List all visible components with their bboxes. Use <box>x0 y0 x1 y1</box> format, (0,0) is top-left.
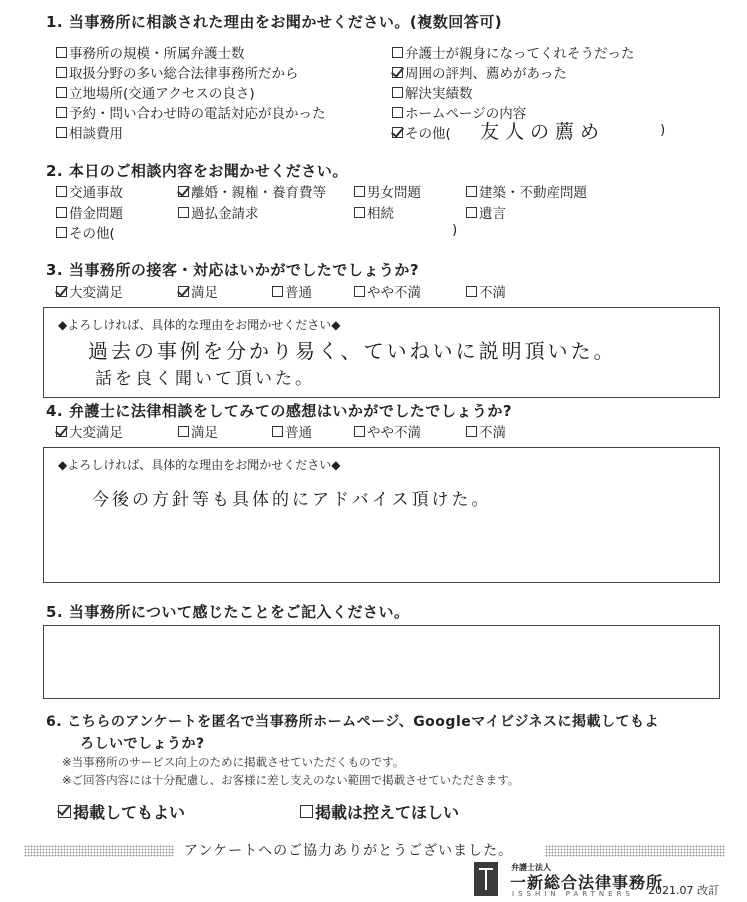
checkbox-icon[interactable] <box>354 207 365 218</box>
option-label: 過払金請求 <box>191 206 259 222</box>
q3-option-dissatisfied[interactable] <box>466 281 506 301</box>
option-label: 周囲の評判、薦めがあった <box>405 66 567 82</box>
q2-option-relationship[interactable] <box>354 181 421 201</box>
option-label: 不満 <box>479 425 506 441</box>
q2-option-inheritance[interactable] <box>354 202 394 222</box>
checkbox-icon[interactable] <box>56 227 67 238</box>
footer-right-divider <box>545 845 725 857</box>
checkbox-icon[interactable] <box>392 47 403 58</box>
option-label: 満足 <box>191 285 218 301</box>
q3-option-somewhat-dissatisfied[interactable] <box>354 281 421 301</box>
q2-option-traffic[interactable] <box>56 181 123 201</box>
option-label: 解決実績数 <box>405 86 473 102</box>
checkbox-icon[interactable] <box>466 207 477 218</box>
q4-comment-box[interactable] <box>43 447 720 583</box>
firm-logo-icon <box>474 862 498 896</box>
revision-date: 2021.07 改訂 <box>648 884 719 897</box>
option-label: 大変満足 <box>69 425 123 441</box>
option-label: 予約・問い合わせ時の電話対応が良かった <box>69 106 326 122</box>
footer-thanks: アンケートへのご協力ありがとうございました。 <box>184 843 514 859</box>
checkbox-checked-icon[interactable] <box>178 286 189 297</box>
q6-title-line2: ろしいでしょうか? <box>80 736 205 752</box>
checkbox-checked-icon[interactable] <box>56 426 67 437</box>
q4-option-dissatisfied[interactable] <box>466 421 506 441</box>
footer-left-divider <box>24 845 174 857</box>
option-label: やや不満 <box>367 285 421 301</box>
option-label: 不満 <box>479 285 506 301</box>
option-label: 普通 <box>285 425 312 441</box>
option-label: 掲載してもよい <box>73 803 186 822</box>
q3-option-normal[interactable] <box>272 281 312 301</box>
option-label: 弁護士が親身になってくれそうだった <box>405 46 635 62</box>
firm-name: 一新総合法律事務所 <box>510 873 664 892</box>
q1-option-cost[interactable] <box>56 122 123 142</box>
option-label: ホームページの内容 <box>405 106 527 122</box>
checkbox-icon[interactable] <box>354 186 365 197</box>
q2-option-divorce[interactable] <box>178 181 326 201</box>
q3-handwritten-line1: 過去の事例を分かり易く、ていねいに説明頂いた。 <box>88 339 617 363</box>
checkbox-checked-icon[interactable] <box>392 127 403 138</box>
q3-comment-label: ◆よろしければ、具体的な理由をお聞かせください◆ <box>58 318 341 332</box>
q4-option-somewhat-dissatisfied[interactable] <box>354 421 421 441</box>
checkbox-icon[interactable] <box>56 186 67 197</box>
q1-option-reputation[interactable] <box>392 62 567 82</box>
option-label: その他( <box>405 126 451 142</box>
checkbox-icon[interactable] <box>392 107 403 118</box>
checkbox-checked-icon[interactable] <box>58 805 71 818</box>
firm-corp-type: 弁護士法人 <box>511 863 551 872</box>
q3-title: 3. 当事務所の接客・対応はいかがでしたでしょうか? <box>46 261 420 279</box>
option-label: 相続 <box>367 206 394 222</box>
option-label: 事務所の規模・所属弁護士数 <box>69 46 245 62</box>
firm-name-english: ISSHIN PARTNERS <box>512 890 634 898</box>
checkbox-checked-icon[interactable] <box>56 286 67 297</box>
checkbox-icon[interactable] <box>56 47 67 58</box>
option-label: 遺言 <box>479 206 506 222</box>
option-label: 立地場所(交通アクセスの良さ) <box>69 86 255 102</box>
option-label: その他( <box>69 226 115 242</box>
checkbox-icon[interactable] <box>466 426 477 437</box>
q1-other-handwritten[interactable]: 友人の薦め <box>480 121 606 143</box>
checkbox-checked-icon[interactable] <box>178 186 189 197</box>
q4-comment-label: ◆よろしければ、具体的な理由をお聞かせください◆ <box>58 458 341 472</box>
q3-option-satisfied[interactable] <box>178 281 218 301</box>
q3-option-very-satisfied[interactable] <box>56 281 123 301</box>
q2-option-overpayment[interactable] <box>178 202 259 222</box>
checkbox-icon[interactable] <box>56 127 67 138</box>
q2-option-debt[interactable] <box>56 202 123 222</box>
q4-option-very-satisfied[interactable] <box>56 421 123 441</box>
checkbox-icon[interactable] <box>466 186 477 197</box>
q1-option-lawyer[interactable] <box>392 42 635 62</box>
checkbox-icon[interactable] <box>272 426 283 437</box>
checkbox-checked-icon[interactable] <box>392 67 403 78</box>
q6-note1: ※当事務所のサービス向上のために掲載させていただくものです。 <box>62 755 405 769</box>
q1-option-results[interactable] <box>392 82 473 102</box>
option-label: 建築・不動産問題 <box>479 185 587 201</box>
q2-other-close: ) <box>452 222 458 238</box>
checkbox-icon[interactable] <box>178 426 189 437</box>
q3-handwritten-line2: 話を良く聞いて頂いた。 <box>95 369 315 389</box>
q1-option-fields[interactable] <box>56 62 299 82</box>
q2-option-will[interactable] <box>466 202 506 222</box>
option-label: 離婚・親権・養育費等 <box>191 185 326 201</box>
option-label: 借金問題 <box>69 206 123 222</box>
option-label: 大変満足 <box>69 285 123 301</box>
q2-option-other[interactable] <box>56 222 115 242</box>
q6-option-decline[interactable] <box>300 800 459 823</box>
q4-option-normal[interactable] <box>272 421 312 441</box>
checkbox-icon[interactable] <box>300 805 313 818</box>
q1-other-close: ) <box>660 122 666 138</box>
option-label: 男女問題 <box>367 185 421 201</box>
option-label: やや不満 <box>367 425 421 441</box>
option-label: 相談費用 <box>69 126 123 142</box>
q1-title: 1. 当事務所に相談された理由をお聞かせください。(複数回答可) <box>46 13 503 31</box>
q2-title: 2. 本日のご相談内容をお聞かせください。 <box>46 162 348 180</box>
q4-option-satisfied[interactable] <box>178 421 218 441</box>
checkbox-icon[interactable] <box>354 286 365 297</box>
checkbox-icon[interactable] <box>466 286 477 297</box>
checkbox-icon[interactable] <box>56 107 67 118</box>
q1-option-location[interactable] <box>56 82 255 102</box>
q4-title: 4. 弁護士に法律相談をしてみての感想はいかがでしたでしょうか? <box>46 402 513 420</box>
q5-comment-box[interactable] <box>43 625 720 699</box>
q6-note2: ※ご回答内容には十分配慮し、お客様に差し支えのない範囲で掲載させていただきます。 <box>62 773 520 787</box>
q5-title: 5. 当事務所について感じたことをご記入ください。 <box>46 603 410 621</box>
option-label: 交通事故 <box>69 185 123 201</box>
checkbox-icon[interactable] <box>178 207 189 218</box>
q1-option-phone[interactable] <box>56 102 326 122</box>
checkbox-icon[interactable] <box>56 207 67 218</box>
checkbox-icon[interactable] <box>56 67 67 78</box>
q6-option-allow[interactable] <box>58 800 185 823</box>
checkbox-icon[interactable] <box>56 87 67 98</box>
checkbox-icon[interactable] <box>354 426 365 437</box>
q1-option-other[interactable] <box>392 122 451 142</box>
checkbox-icon[interactable] <box>272 286 283 297</box>
q1-option-scale[interactable] <box>56 42 245 62</box>
checkbox-icon[interactable] <box>392 87 403 98</box>
q2-option-realestate[interactable] <box>466 181 587 201</box>
option-label: 取扱分野の多い総合法律事務所だから <box>69 66 299 82</box>
q6-title-line1: 6. こちらのアンケートを匿名で当事務所ホームページ、Googleマイビジネスに掲載してもよ <box>46 714 660 730</box>
option-label: 満足 <box>191 425 218 441</box>
option-label: 普通 <box>285 285 312 301</box>
option-label: 掲載は控えてほしい <box>315 803 460 822</box>
q4-handwritten-line1: 今後の方針等も具体的にアドバイス頂けた。 <box>92 490 492 510</box>
